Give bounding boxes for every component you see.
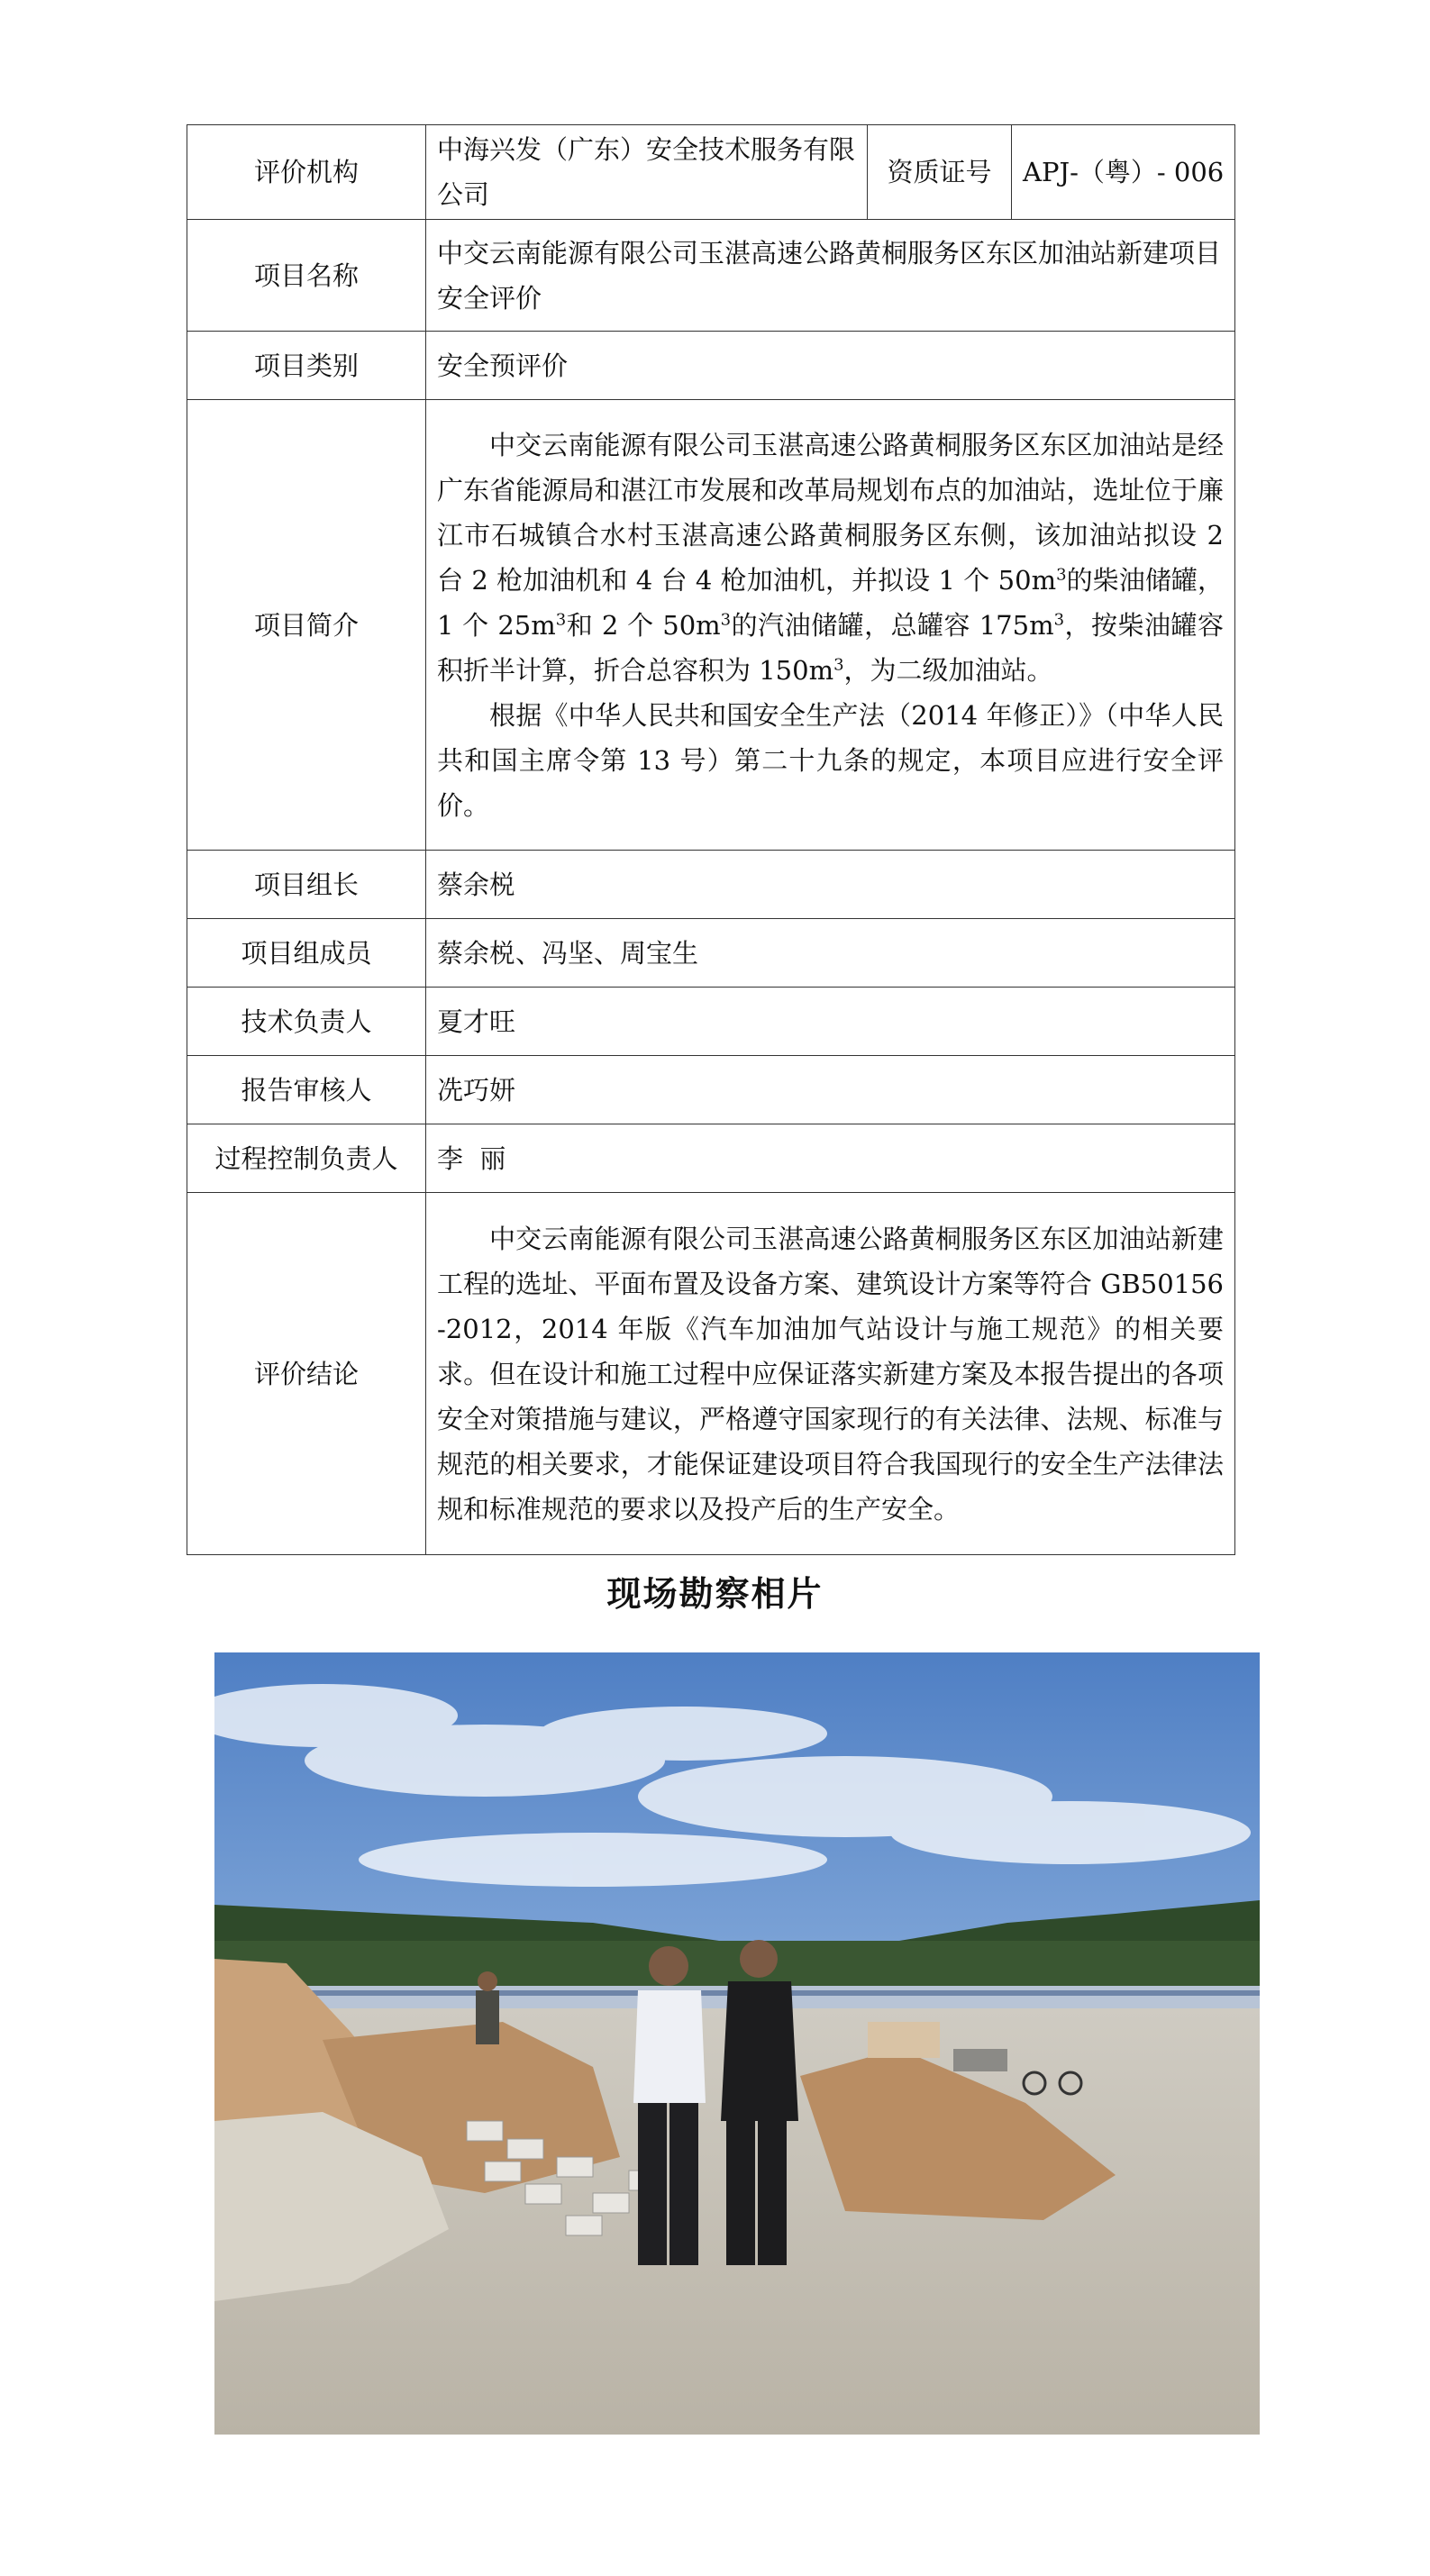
review-label: 报告审核人 bbox=[187, 1056, 426, 1124]
review-value: 冼巧妍 bbox=[426, 1056, 1235, 1124]
intro-value bbox=[426, 400, 1235, 851]
intro-label: 项目简介 bbox=[187, 400, 426, 851]
table-row bbox=[187, 125, 1235, 220]
cert-label: 资质证号 bbox=[868, 125, 1012, 220]
members-label: 项目组成员 bbox=[187, 919, 426, 988]
process-label: 过程控制负责人 bbox=[187, 1124, 426, 1193]
conclusion-value bbox=[426, 1193, 1235, 1555]
intro-paragraph-1: 中交云南能源有限公司玉湛高速公路黄桐服务区东区加油站是经广东省能源局和湛江市发展和改革局规划布点的加油站，选址位于廉江市石城镇合水村玉湛高速公路黄桐服务区东侧，该加油站拟设 2 台 2 枪加油机和 4 台 4 枪加油机，并拟设 1 个 $50m^3$的柴油储罐，1 个 $25m^3$和 2 个 $50m^3$的汽油储罐，总罐容 $175m^3$，按柴油罐容积折半计算，折合总容积为 $150m^3$，为二级加油站。 bbox=[437, 429, 1224, 686]
table-row bbox=[187, 851, 1235, 919]
table-row bbox=[187, 400, 1235, 851]
tech-value: 夏才旺 bbox=[426, 988, 1235, 1056]
table-row bbox=[187, 1056, 1235, 1124]
name-label: 项目名称 bbox=[187, 220, 426, 332]
type-value: 安全预评价 bbox=[426, 332, 1235, 400]
table-row bbox=[187, 220, 1235, 332]
type-label: 项目类别 bbox=[187, 332, 426, 400]
intro-paragraph-2: 根据《中华人民共和国安全生产法（2014 年修正）》（中华人民共和国主席令第 13 号）第二十九条的规定，本项目应进行安全评价。 bbox=[437, 699, 1224, 821]
table-row bbox=[187, 1124, 1235, 1193]
table-row bbox=[187, 1193, 1235, 1555]
leader-label: 项目组长 bbox=[187, 851, 426, 919]
members-value: 蔡余棁、冯坚、周宝生 bbox=[426, 919, 1235, 988]
site-survey-photo bbox=[214, 1652, 1260, 2435]
table-row bbox=[187, 332, 1235, 400]
photo-title: 现场勘察相片 bbox=[606, 1574, 824, 1614]
cert-value: APJ-（粤）- 006 bbox=[1012, 125, 1235, 220]
tech-label: 技术负责人 bbox=[187, 988, 426, 1056]
table-row bbox=[187, 919, 1235, 988]
table-row bbox=[187, 988, 1235, 1056]
org-label: 评价机构 bbox=[187, 125, 426, 220]
evaluation-info-table bbox=[187, 124, 1235, 1555]
name-value: 中交云南能源有限公司玉湛高速公路黄桐服务区东区加油站新建项目安全评价 bbox=[426, 220, 1235, 332]
leader-value: 蔡余棁 bbox=[426, 851, 1235, 919]
conclusion-label: 评价结论 bbox=[187, 1193, 426, 1555]
conclusion-paragraph: 中交云南能源有限公司玉湛高速公路黄桐服务区东区加油站新建工程的选址、平面布置及设备方案、建筑设计方案等符合 GB50156-2012，2014 年版《汽车加油加气站设计与施工规范》的相关要求。但在设计和施工过程中应保证落实新建方案及本报告提出的各项安全对策措施与建议，严格遵守国家现行的有关法律、法规、标准与规范的相关要求，才能保证建设项目符合我国现行的安全生产法律法规和标准规范的要求以及投产后的生产安全。 bbox=[437, 1223, 1224, 1525]
org-value: 中海兴发（广东）安全技术服务有限公司 bbox=[426, 125, 868, 220]
process-value: 李 丽 bbox=[426, 1124, 1235, 1193]
